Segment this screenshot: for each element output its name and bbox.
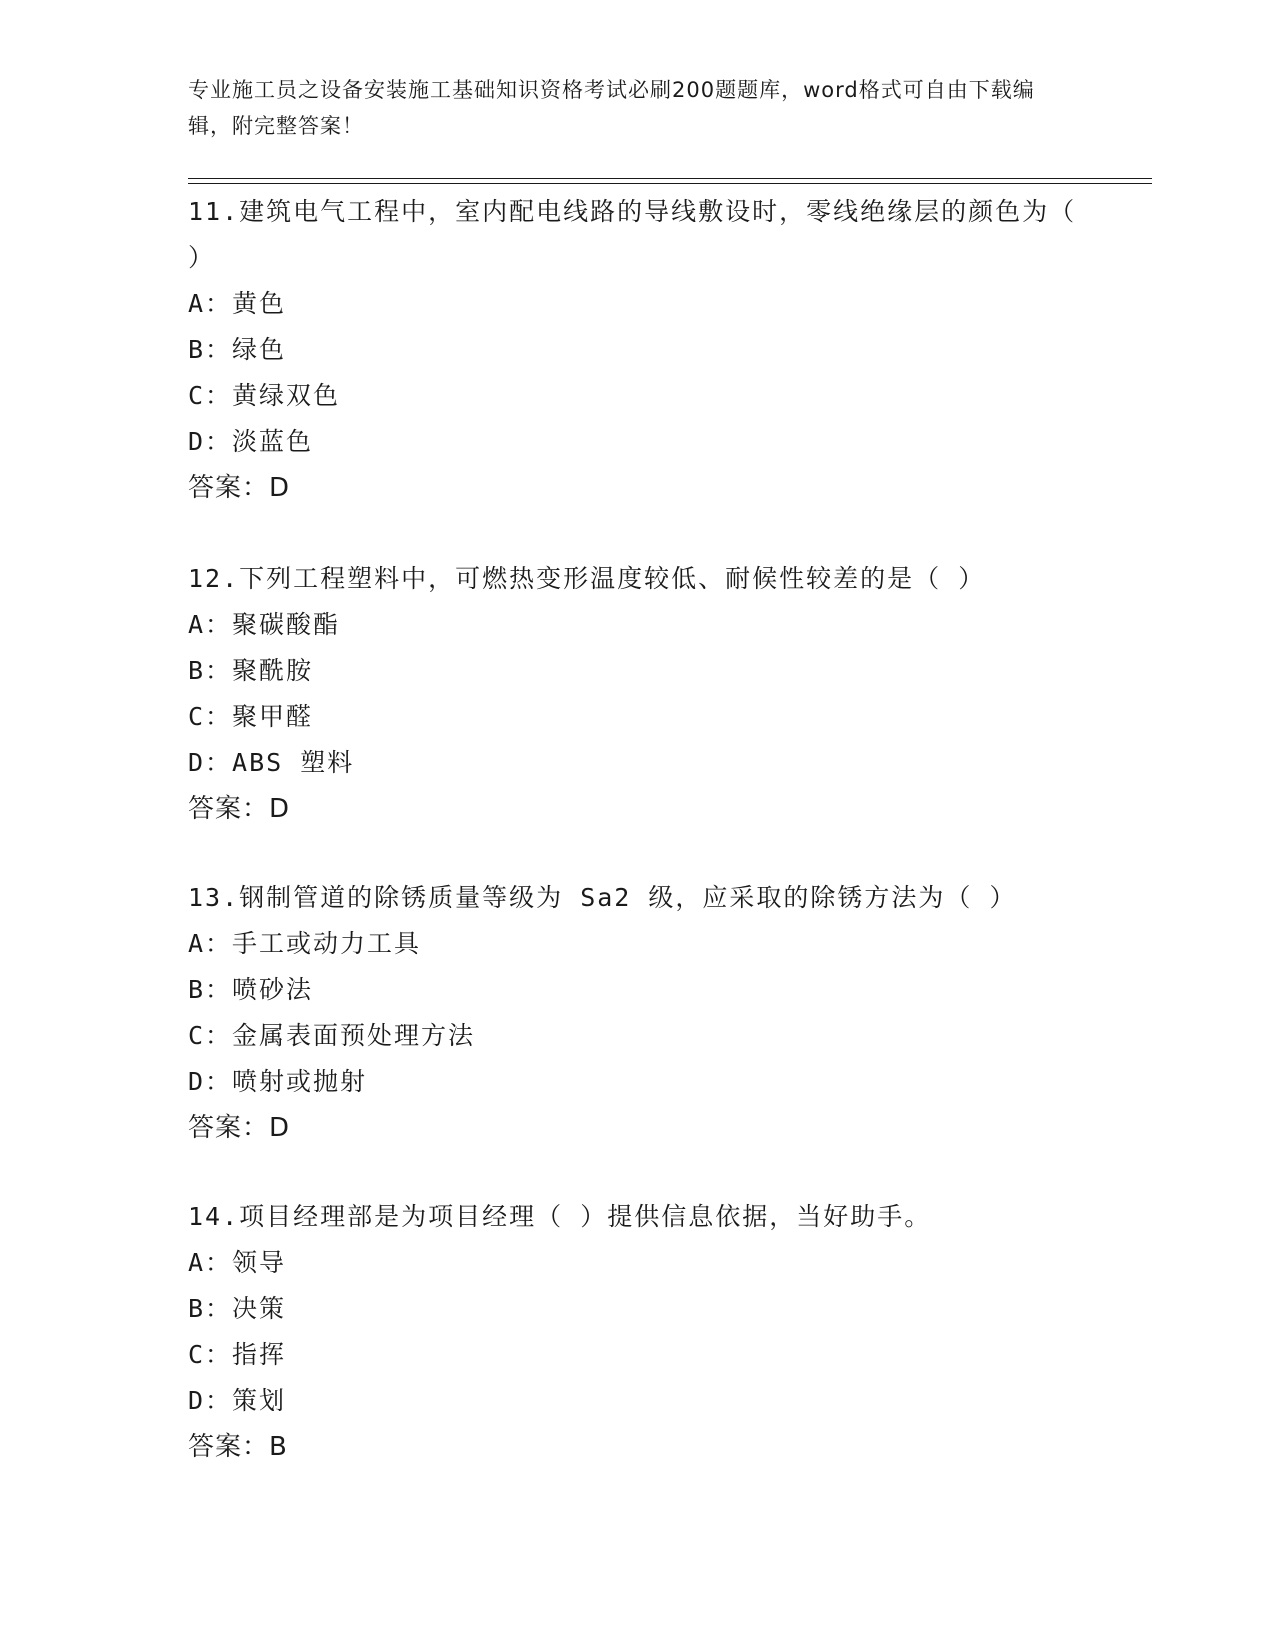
option-c: C：黄绿双色 [188, 381, 341, 410]
option-d: D：策划 [188, 1386, 287, 1415]
option-d: D：喷射或抛射 [188, 1067, 368, 1096]
option-a: A：手工或动力工具 [188, 929, 422, 958]
option-a: A：领导 [188, 1248, 287, 1277]
question-stem: 13.钢制管道的除锈质量等级为 Sa2 级，应采取的除锈方法为（ ） [188, 883, 1017, 912]
question-14 [188, 1194, 1088, 1470]
answer: 答案：D [188, 794, 291, 824]
option-b: B：喷砂法 [188, 975, 314, 1004]
question-stem: 11.建筑电气工程中，室内配电线路的导线敷设时，零线绝缘层的颜色为（ ） [188, 197, 1094, 272]
document-header: 专业施工员之设备安装施工基础知识资格考试必刷200题题库，word格式可自由下载编辑，附完整答案！ [188, 78, 1035, 138]
answer: 答案：D [188, 473, 291, 503]
option-c: C：指挥 [188, 1340, 287, 1369]
option-a: A：黄色 [188, 289, 287, 318]
question-13 [188, 875, 1088, 1151]
question-stem: 12.下列工程塑料中，可燃热变形温度较低、耐候性较差的是（ ） [188, 564, 986, 593]
header-divider-bottom [188, 183, 1152, 184]
option-c: C：聚甲醛 [188, 702, 314, 731]
option-d: D：淡蓝色 [188, 427, 314, 456]
option-c: C：金属表面预处理方法 [188, 1021, 476, 1050]
header-divider-top [188, 178, 1152, 179]
question-stem: 14.项目经理部是为项目经理（ ）提供信息依据，当好助手。 [188, 1202, 932, 1231]
answer: 答案：D [188, 1113, 291, 1143]
answer: 答案：B [188, 1432, 288, 1462]
option-a: A：聚碳酸酯 [188, 610, 341, 639]
option-b: B：聚酰胺 [188, 656, 314, 685]
question-12 [188, 556, 1088, 832]
option-b: B：绿色 [188, 335, 287, 364]
option-b: B：决策 [188, 1294, 287, 1323]
question-11 [188, 189, 1094, 511]
option-d: D：ABS 塑料 [188, 748, 355, 777]
